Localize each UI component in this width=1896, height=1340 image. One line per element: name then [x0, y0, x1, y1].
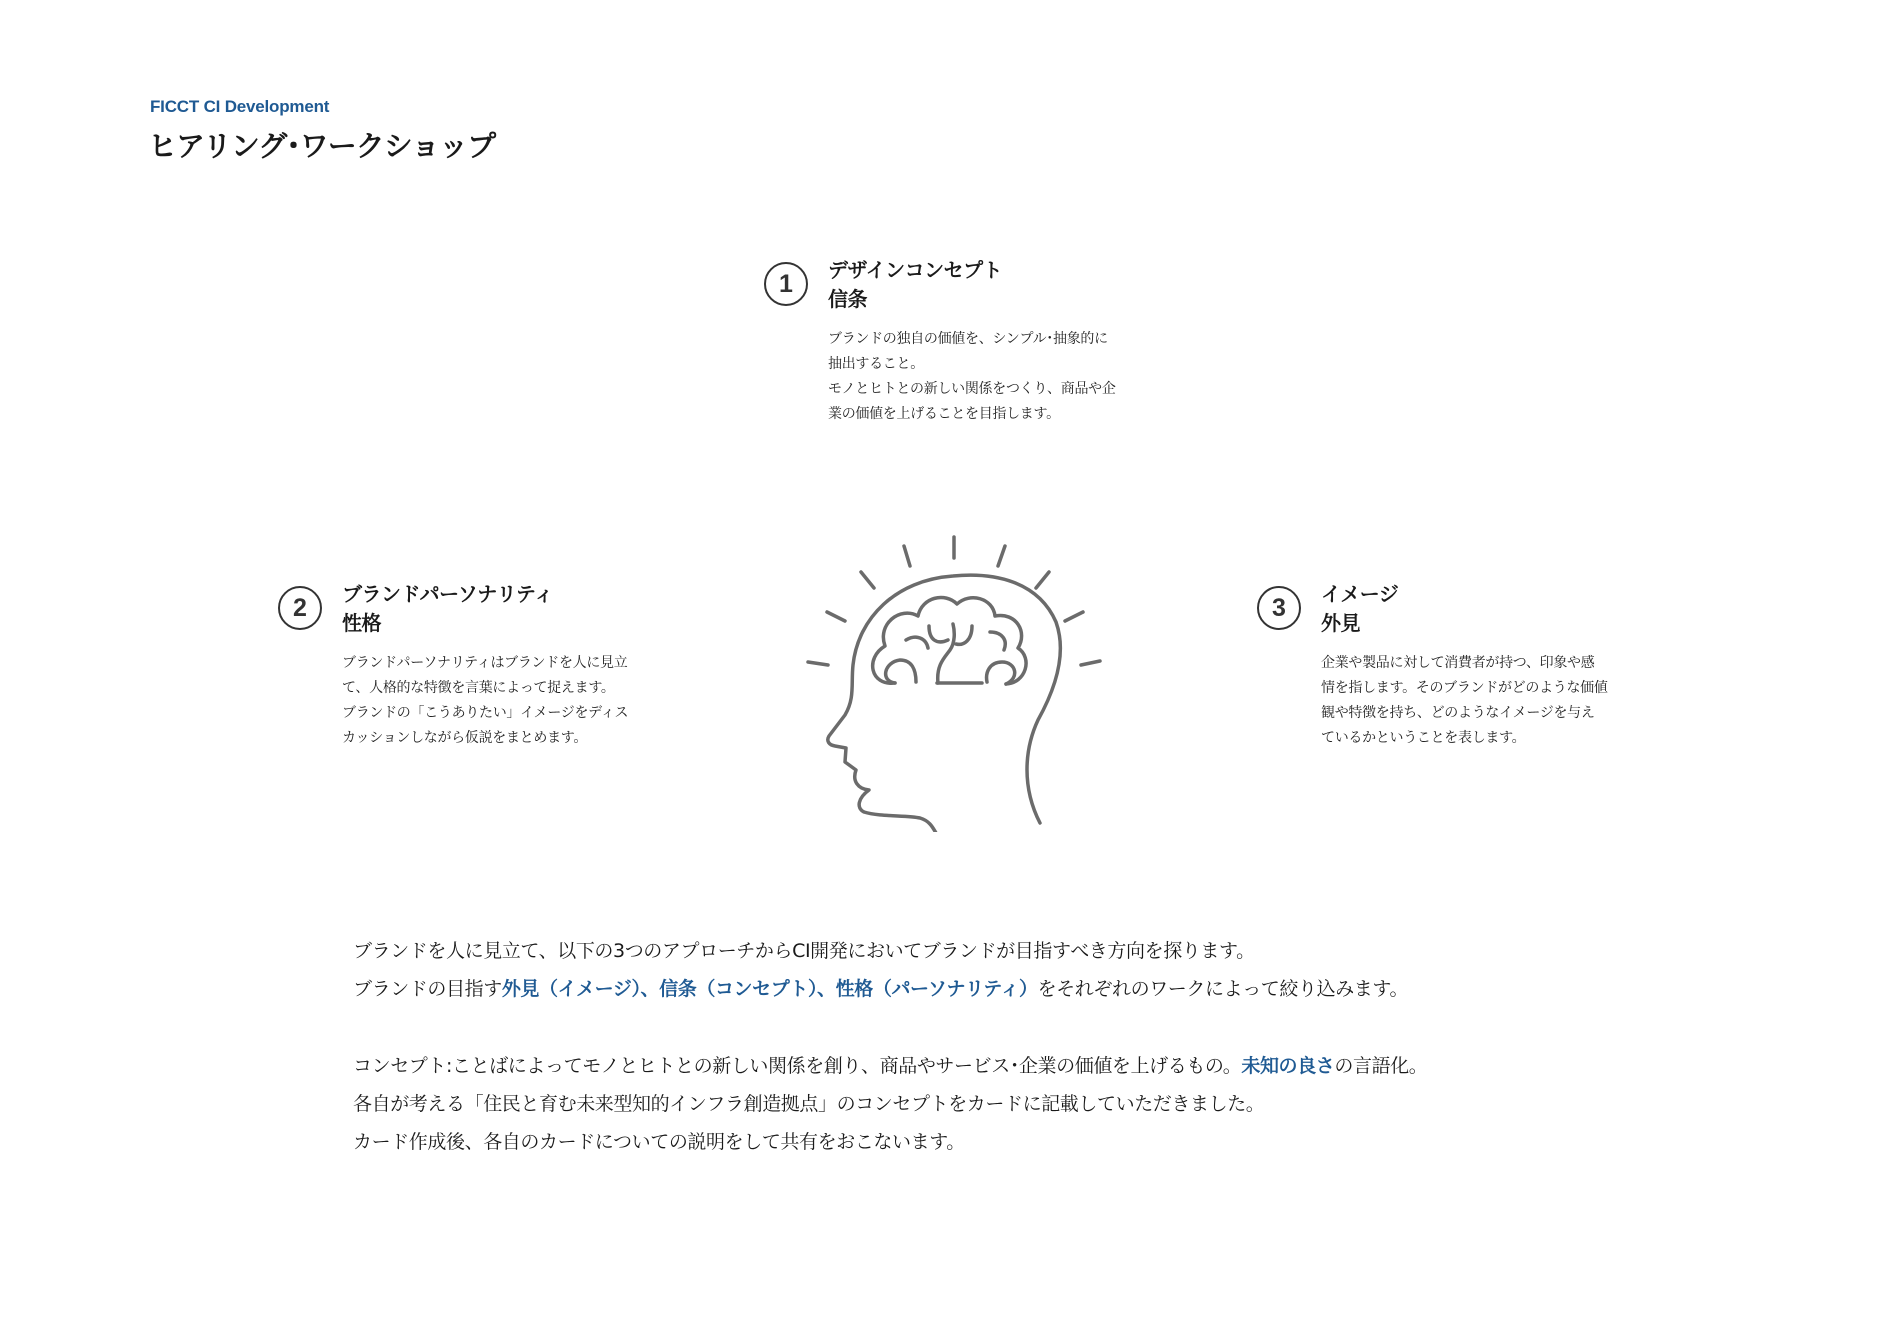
paragraph-spacer: [353, 1008, 1427, 1047]
section-body: [342, 580, 672, 751]
head-profile: [828, 575, 1060, 832]
head-brain-lightbulb-icon: [790, 520, 1120, 832]
page-title: ヒアリング･ワークショップ: [148, 129, 496, 163]
explanation-line: 各自が考える「住民と育む未来型知的インフラ創造拠点」のコンセプトをカードに記載していただきました。: [353, 1093, 1265, 1115]
explanation-line: ブランドを人に見立て、以下の3つのアプローチからCI開発においてブランドが目指すべき方向を探ります。: [353, 940, 1255, 962]
description-line: 業の価値を上げることを目指します。: [828, 406, 1060, 422]
section-heading: イメージ: [1321, 582, 1399, 606]
section-description: [828, 327, 1158, 427]
brain-icon: [873, 598, 1026, 684]
description-line: ているかということを表します。: [1321, 730, 1526, 746]
explanation-line: [353, 970, 1427, 1008]
number-badge-3: 3: [1257, 586, 1301, 630]
description-line: ブランドパーソナリティはブランドを人に見立: [342, 655, 628, 671]
description-line: 情を指します。そのブランドがどのような価値: [1321, 680, 1608, 696]
description-line: 抽出すること。: [828, 356, 924, 372]
text-segment: コンセプト:ことばによってモノとヒトとの新しい関係を創り、商品やサービス･企業の価値を上げるもの。: [353, 1055, 1242, 1077]
description-line: カッションしながら仮説をまとめます。: [342, 730, 588, 746]
section-heading: ブランドパーソナリティ: [342, 582, 554, 606]
text-segment: ブランドの目指す: [353, 978, 502, 1000]
section-description: [342, 651, 672, 751]
description-line: ブランドの「こうありたい」イメージをディス: [342, 705, 629, 721]
section-heading: デザインコンセプト: [828, 258, 1003, 282]
text-segment: の言語化。: [1334, 1055, 1428, 1077]
section-subheading: 外見: [1321, 611, 1360, 635]
description-line: て、人格的な特徴を言葉によって捉えます。: [342, 680, 615, 696]
brand-kicker: FICCT CI Development: [150, 97, 330, 116]
number-badge-2: 2: [278, 586, 322, 630]
section-body: [1321, 580, 1651, 751]
section-body: [828, 256, 1158, 427]
description-line: モノとヒトとの新しい関係をつくり、商品や企: [828, 381, 1116, 397]
explanation-line: [353, 1047, 1427, 1085]
description-line: 観や特徴を持ち、どのようなイメージを与え: [1321, 705, 1595, 721]
section-description: [1321, 651, 1651, 751]
explanation-text: [353, 932, 1427, 1161]
number-badge-1: 1: [764, 262, 808, 306]
description-line: ブランドの独自の価値を、シンプル･抽象的に: [828, 331, 1108, 347]
text-segment: をそれぞれのワークによって絞り込みます。: [1037, 978, 1409, 1000]
section-subheading: 性格: [342, 611, 381, 635]
description-line: 企業や製品に対して消費者が持つ、印象や感: [1321, 655, 1595, 671]
explanation-line: カード作成後、各自のカードについての説明をして共有をおこないます。: [353, 1131, 965, 1153]
section-subheading: 信条: [828, 287, 867, 311]
highlight-text: 未知の良さ: [1241, 1055, 1335, 1077]
highlight-text: 外見（イメージ）、信条（コンセプト）、性格（パーソナリティ）: [501, 978, 1038, 1000]
